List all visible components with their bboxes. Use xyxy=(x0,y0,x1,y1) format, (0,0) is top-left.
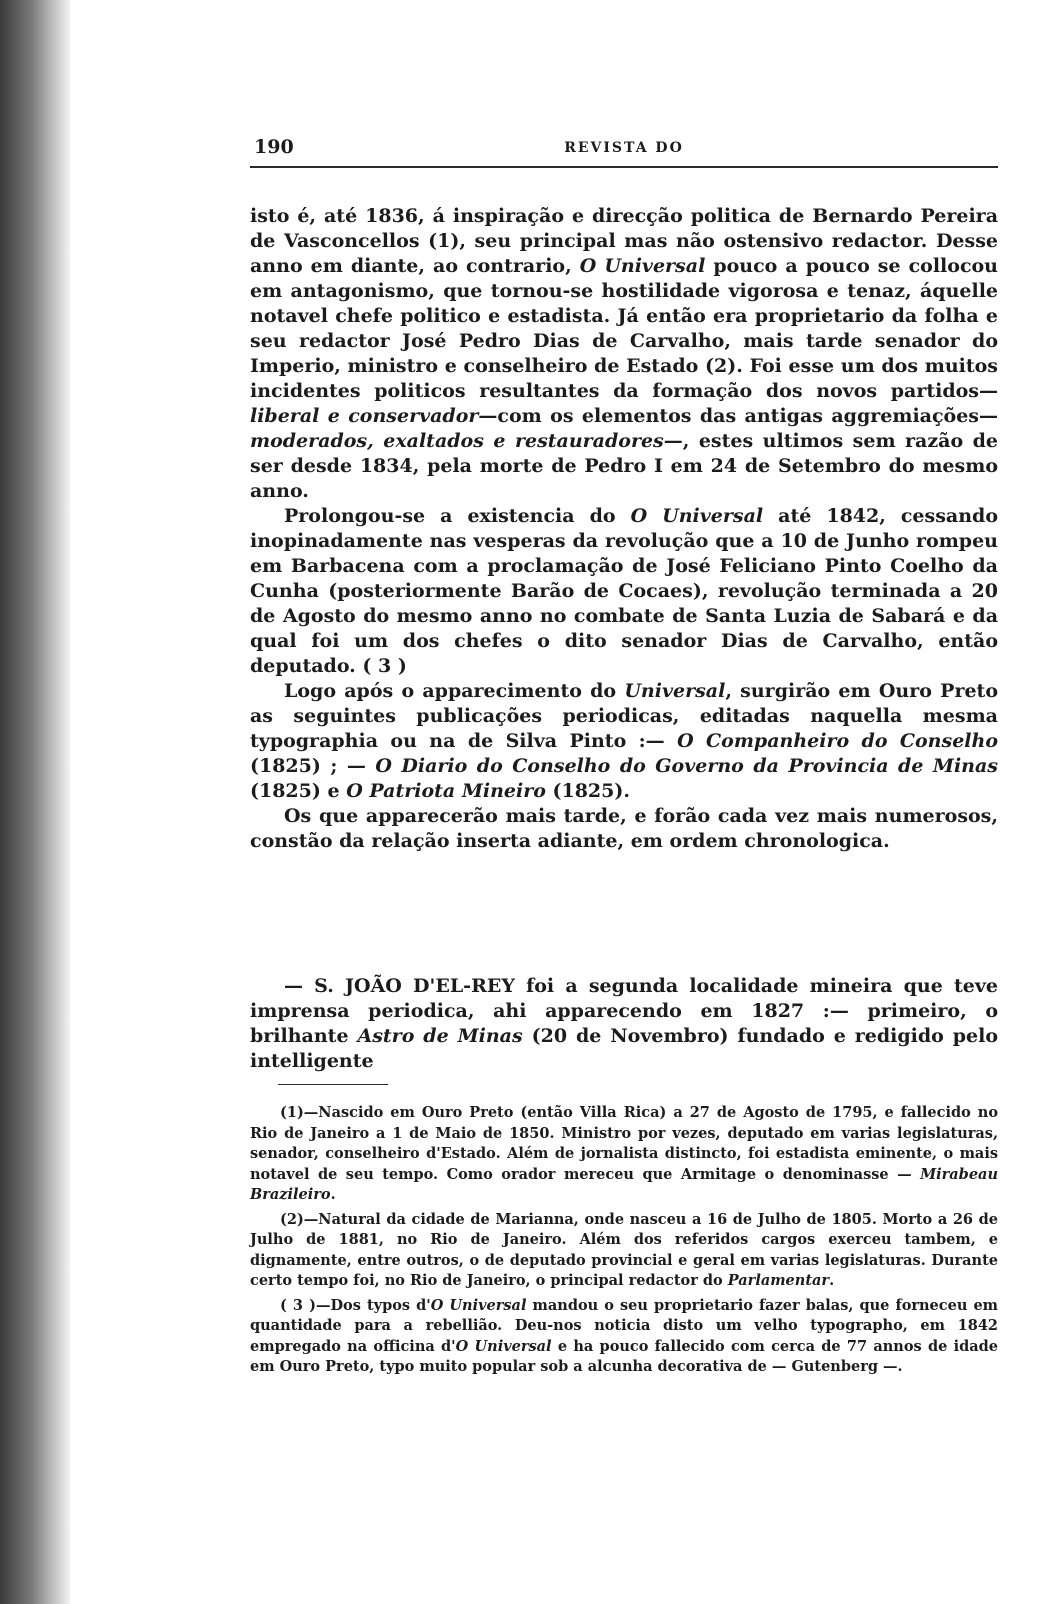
paragraph-3: Logo após o apparecimento do Universal, surgirão em Ouro Preto as seguintes publicações periodicas, editadas naquella mesma typographia ou na de Silva Pinto :— O Companheiro do Conselho (1825) ; — O Diario do Conselho do Governo da Provincia de Minas (1825) e O Patriota Mineiro (1825). xyxy=(250,680,998,802)
running-title: REVISTA DO xyxy=(564,140,684,156)
footnote-2: (2)—Natural da cidade de Marianna, onde nasceu a 16 de Julho de 1805. Morto a 26 de Julho de 1881, no Rio de Janeiro. Além dos referidos cargos exerceu tambem, e dignamente, entre outros, o de deputado provincial e geral em varias legislaturas. Durante certo tempo foi, no Rio de Janeiro, o principal redactor do Parlamentar. xyxy=(250,1210,998,1289)
footnotes xyxy=(250,1103,998,1378)
page-number: 190 xyxy=(254,136,294,158)
footnote-rule xyxy=(278,1084,388,1085)
footnote-1: (1)—Nascido em Ouro Preto (então Villa Rica) a 27 de Agosto de 1795, e fallecido no Rio de Janeiro a 1 de Maio de 1850. Ministro por vezes, deputado em varias legislaturas, senador, conselheiro d'Estado. Além de jornalista distincto, foi estadista eminente, o mais notavel de seu tempo. Como orador mereceu que Armitage o denominasse — Mirabeau Brazileiro. xyxy=(250,1104,998,1203)
paragraph-5: — S. JOÃO D'EL-REY foi a segunda localidade mineira que teve imprensa periodica, ahi apparecendo em 1827 :— primeiro, o brilhante Astro de Minas (20 de Novembro) fundado e redigido pelo intelligente xyxy=(250,975,999,1072)
section-gap xyxy=(250,854,998,974)
book-binding-edge xyxy=(0,0,70,1604)
paragraph-1: isto é, até 1836, á inspiração e direcção politica de Bernardo Pereira de Vasconcellos (1), seu principal mas não ostensivo redactor. Desse anno em diante, ao contrario, O Universal pouco a pouco se collocou em antagonismo, que tornou-se hostilidade vigorosa e tenaz, áquelle notavel chefe politico e estadista. Já então era proprietario da folha e seu redactor José Pedro Dias de Carvalho, mais tarde senador do Imperio, ministro e conselheiro de Estado (2). Foi esse um dos muitos incidentes politicos resultantes da formação dos novos partidos—liberal e conservador—com os elementos das antigas aggremiações—moderados, exaltados e restauradores—, estes ultimos sem razão de ser desde 1834, pela morte de Pedro I em 24 de Setembro do mesmo anno. xyxy=(250,205,998,502)
main-text xyxy=(250,204,998,1074)
footnote-3: ( 3 )—Dos typos d'O Universal mandou o seu proprietario fazer balas, que forneceu em quantidade para a rebellião. Deu-nos noticia disto um velho typographo, em 1842 empregado na officina d'O Universal e ha pouco fallecido com cerca de 77 annos de idade em Ouro Preto, typo muito popular sob a alcunha decorativa de — Gutenberg —. xyxy=(250,1296,999,1375)
paragraph-2: Prolongou-se a existencia do O Universal até 1842, cessando inopinadamente nas vesperas da revolução que a 10 de Junho rompeu em Barbacena com a proclamação de José Feliciano Pinto Coelho da Cunha (posteriormente Barão de Cocaes), revolução terminada a 20 de Agosto do mesmo anno no combate de Santa Luzia de Sabará e da qual foi um dos chefes o dito senador Dias de Carvalho, então deputado. ( 3 ) xyxy=(250,505,998,677)
page-header xyxy=(250,126,998,168)
paragraph-4: Os que apparecerão mais tarde, e forão cada vez mais numerosos, constão da relação inserta adiante, em ordem chronologica. xyxy=(250,805,998,852)
book-page xyxy=(250,126,998,1382)
